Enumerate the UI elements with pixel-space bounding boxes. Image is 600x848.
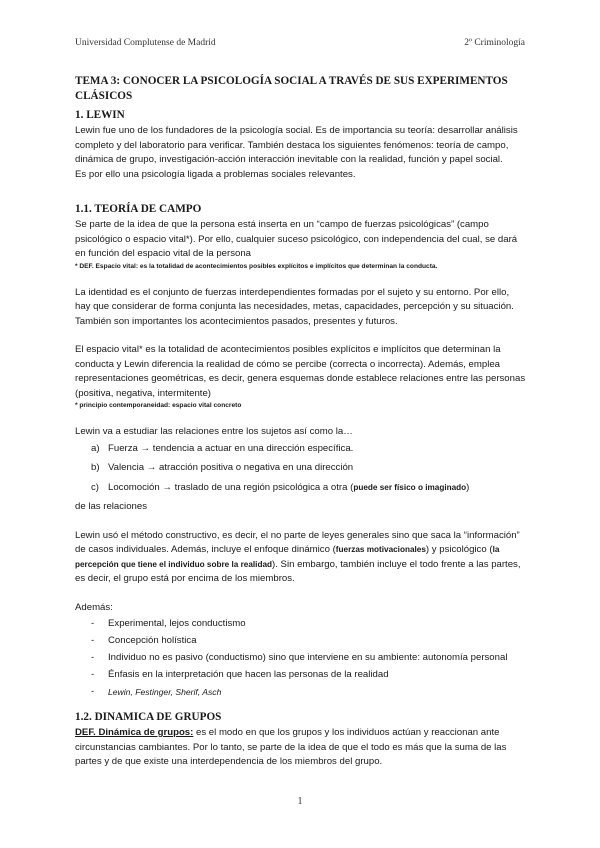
espacio-vital-footnote: * DEF. Espacio vital: es la totalidad de acontecimientos posibles explícitos e implícitos que determinan la conducta.: [75, 262, 438, 270]
contemporaneidad-footnote: * principio contemporaneidad: espacio vital concreto: [75, 402, 242, 409]
list-item: - Concepción holística: [91, 635, 197, 646]
lewin-intro-paragraph: Lewin fue uno de los fundadores de la psicología social. Es de importancia su teoría: desarrollar análisis completo y del laboratorio para verificar. También destaca los siguientes fenómenos: teoría de campo, dinámica de grupo, investigación-acción interacción inevitable con la realidad, función y papel social.: [75, 125, 518, 165]
header-course: 2º Criminología: [464, 38, 525, 48]
metodo-constructivo-paragraph: Lewin usó el método constructivo, es decir, el no parte de leyes generales sino que saca la “información” de casos individuales. Además, incluye el enfoque dinámico (fuerzas motivacionales) y psicológico (la percepción que tiene el individuo sobre la realidad). Sin embargo, también incluye el todo frente a las partes, es decir, el grupo está por encima de los miembros.: [75, 529, 521, 584]
section-heading-dinamica-grupos: 1.2. DINAMICA DE GRUPOS: [75, 711, 222, 723]
section-heading-teoria-campo: 1.1. TEORÍA DE CAMPO: [75, 203, 202, 215]
lewin-conclusion-paragraph: Es por ello una psicología ligada a problemas sociales relevantes.: [75, 168, 356, 180]
list-item: c) Locomoción → traslado de una región psicológica a otra (puede ser físico o imaginado): [91, 481, 470, 493]
espacio-vital-paragraph: El espacio vital* es la totalidad de acontecimientos posibles explícitos e implícitos que determinan la conducta y Lewin diferencia la realidad de cómo se percibe (correcta o incorrecta). Además, emplea representaciones geométricas, es decir, genera esquemas donde establece relaciones entre las personas (positiva, negativa, intermitente): [75, 344, 526, 399]
page-number: 1: [297, 796, 303, 807]
list-item: - Énfasis en la interpretación que hacen las personas de la realidad: [91, 669, 389, 680]
document-body: [75, 74, 527, 770]
dinamica-definition: DEF. Dinámica de grupos: es el modo en que los grupos y los individuos actúan y reaccionan ante circunstancias cambiantes. Por lo tanto, se parte de la idea de que el todo es más que la suma de las partes y de que existe una interdependencia de los miembros del grupo.: [75, 727, 507, 767]
section-heading-lewin: 1. LEWIN: [75, 109, 125, 121]
campo-paragraph: Se parte de la idea de que la persona está inserta en un “campo de fuerzas psicológicas” (campo psicológico o espacio vital*). Por ello, cualquier suceso psicológico, con independencia del cual, se dará en función del espacio vital de la persona: [75, 219, 518, 259]
page-title: TEMA 3: CONOCER LA PSICOLOGÍA SOCIAL A TRAVÉS DE SUS EXPERIMENTOS CLÁSICOS: [75, 75, 508, 102]
relaciones-list: [75, 442, 527, 496]
page-header: [75, 38, 525, 52]
ademas-label: Además:: [75, 601, 113, 613]
list-item: a) Fuerza → tendencia a actuar en una dirección específica.: [91, 442, 354, 454]
identidad-paragraph: La identidad es el conjunto de fuerzas interdependientes formadas por el sujeto y su entorno. Por ello, hay que considerar de forma conjunta las necesidades, metas, capacidades, percepción y su situación. También son importantes los acontecimientos pasados, presentes y futuros.: [75, 286, 514, 327]
list-item: - Lewin, Festinger, Sherif, Asch: [91, 686, 222, 697]
list-item: - Individuo no es pasivo (conductismo) sino que interviene en su ambiente: autonomía personal: [91, 652, 508, 663]
relaciones-intro: Lewin va a estudiar las relaciones entre los sujetos así como la…: [75, 426, 353, 437]
ademas-list: [75, 617, 527, 700]
list-item: - Experimental, lejos conductismo: [91, 618, 246, 629]
relaciones-closing: de las relaciones: [75, 501, 147, 512]
header-university: Universidad Complutense de Madrid: [75, 38, 216, 48]
list-item: b) Valencia → atracción positiva o negativa en una dirección: [91, 462, 354, 473]
